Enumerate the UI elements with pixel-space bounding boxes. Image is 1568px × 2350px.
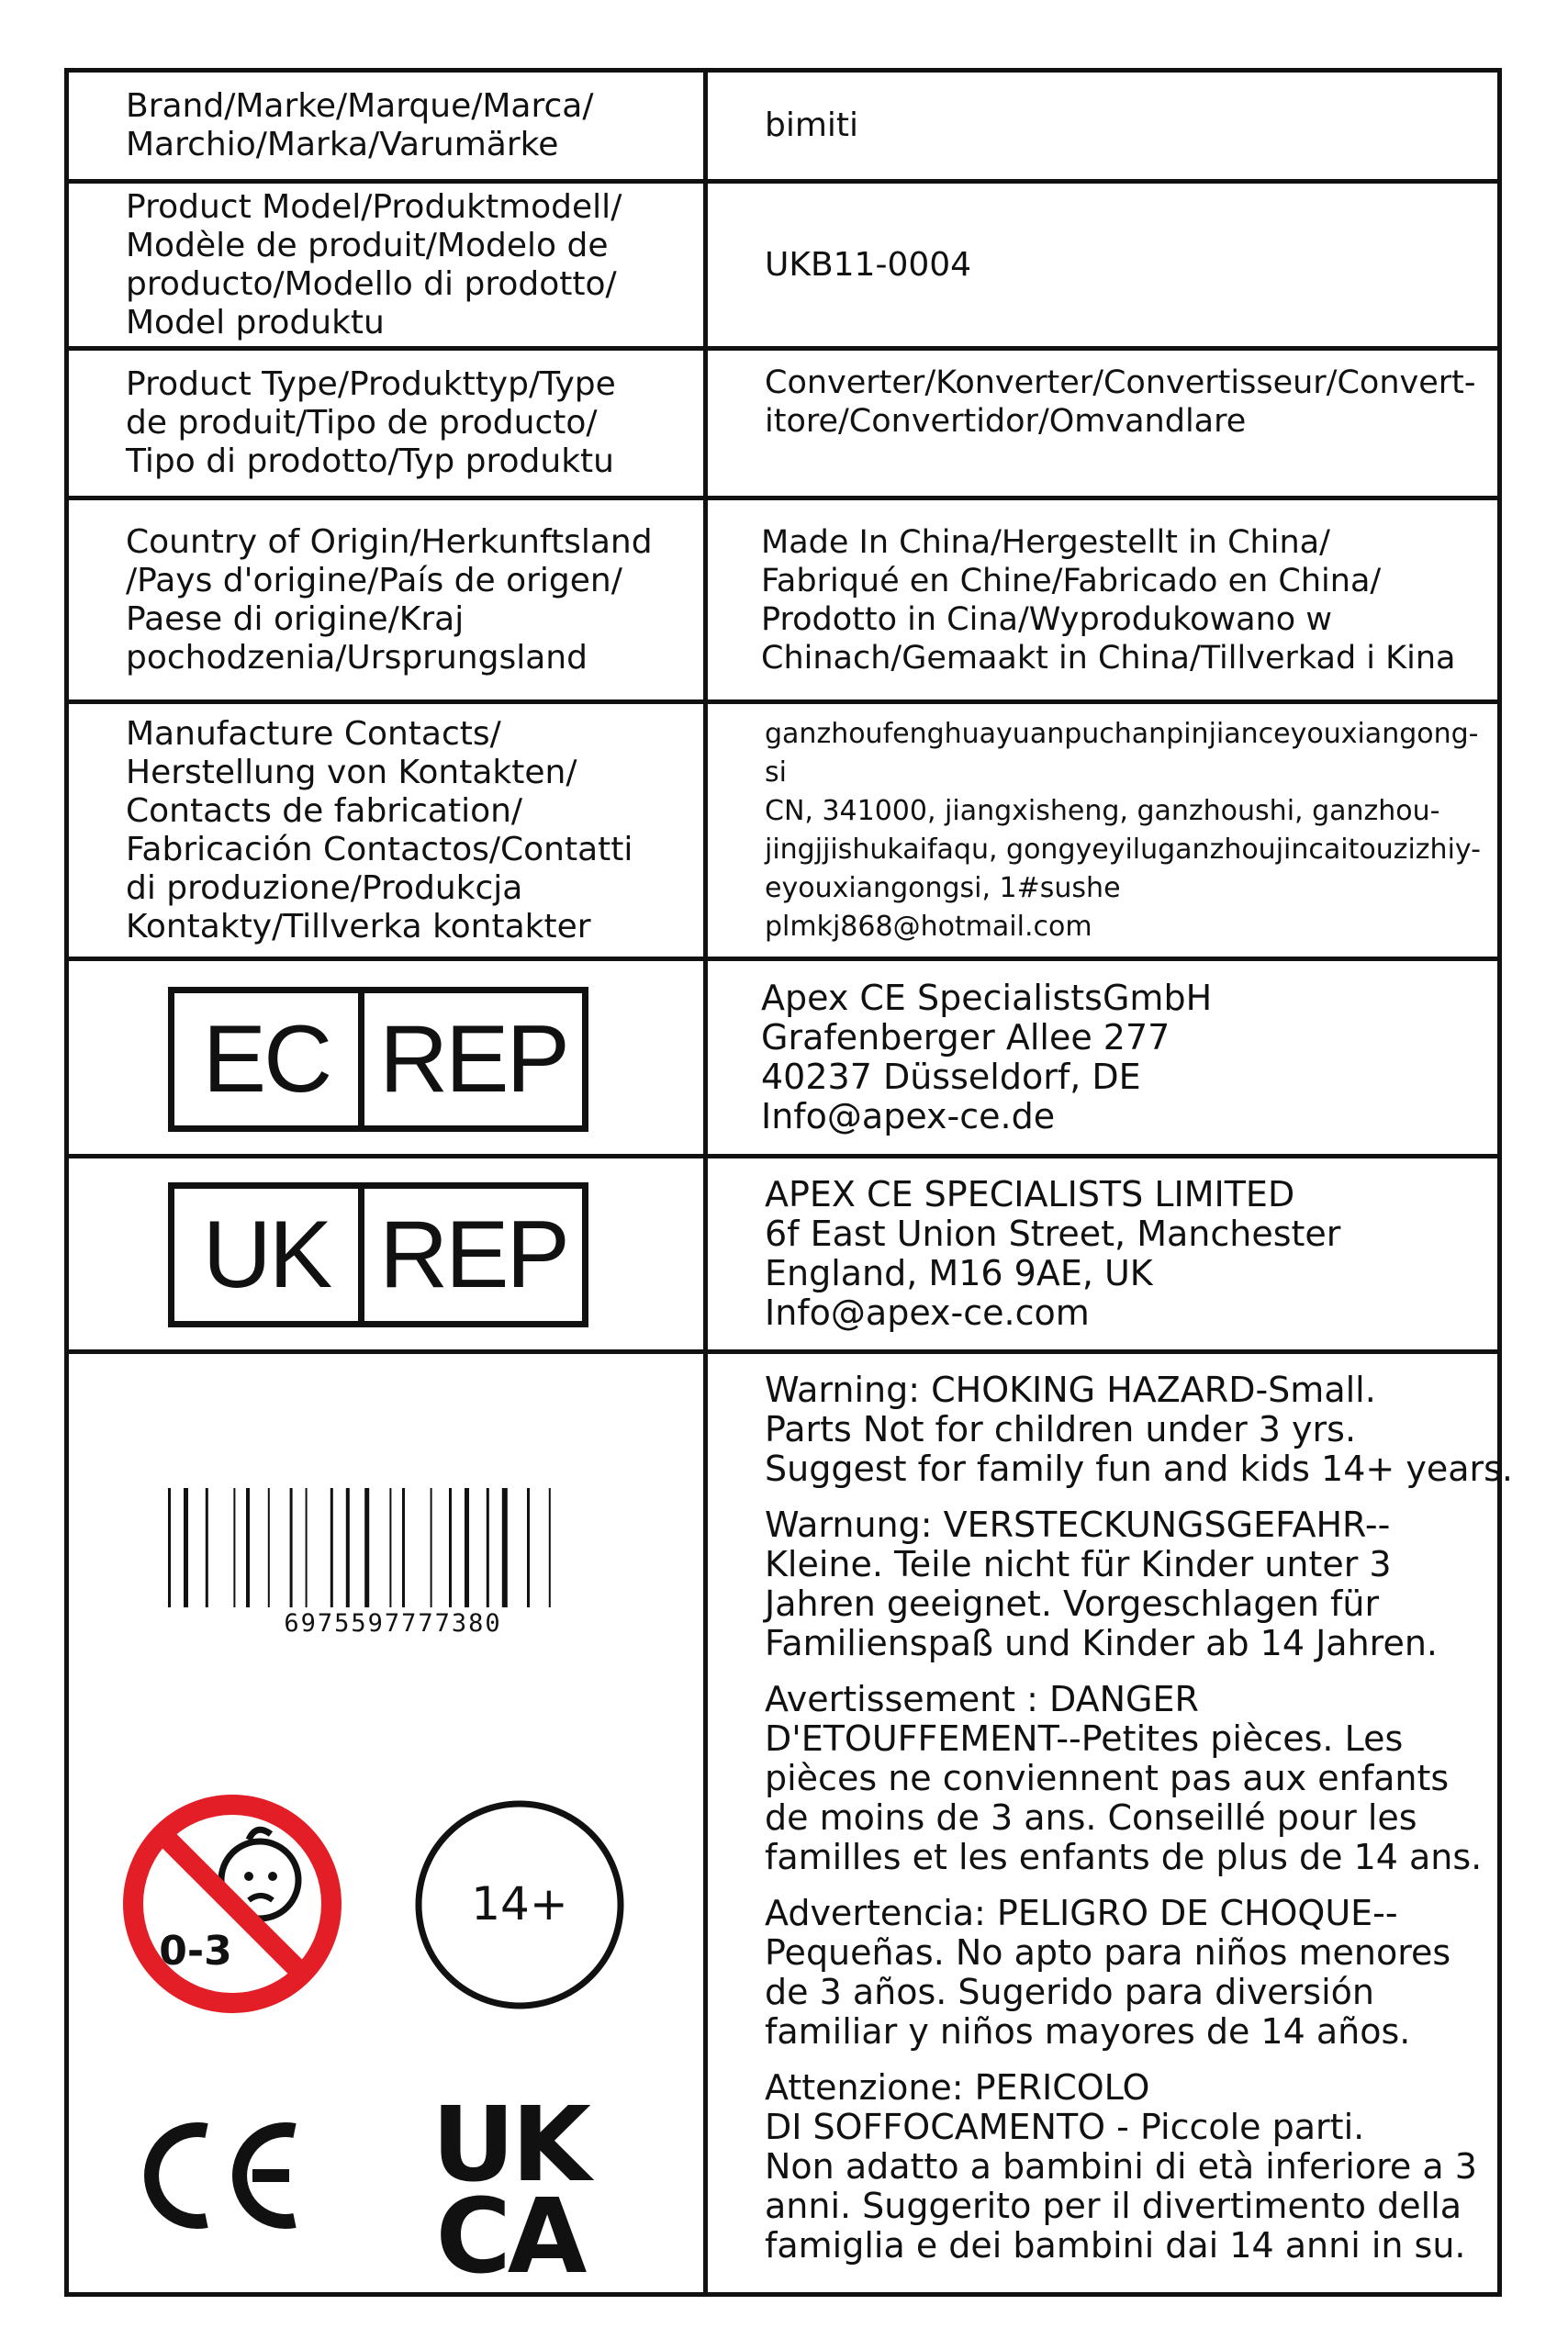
text-line: 40237 Düsseldorf, DE	[761, 1057, 1141, 1097]
barcode-bar	[389, 1488, 391, 1607]
text-line: Marchio/Marka/Varumärke	[126, 126, 559, 163]
ec-rep-symbol	[168, 987, 588, 1132]
type-label	[69, 351, 703, 496]
text-line: Attenzione: PERICOLO	[765, 2067, 1150, 2108]
text-line: APEX CE SPECIALISTS LIMITED	[765, 1174, 1295, 1214]
text-line: Info@apex-ce.de	[761, 1096, 1056, 1136]
text-line: Familienspaß und Kinder ab 14 Jahren.	[765, 1623, 1438, 1663]
barcode-bar	[502, 1488, 508, 1607]
age-icon-label: 0-3	[159, 1928, 232, 1975]
barcode	[168, 1488, 618, 1607]
text-line: Parts Not for children under 3 yrs.	[765, 1409, 1357, 1449]
text-line: /Pays d'origine/País de origen/	[126, 561, 622, 599]
ec-rep-address	[708, 961, 1497, 1154]
text-line: Chinach/Gemaakt in China/Tillverkad i Kina	[761, 639, 1456, 677]
barcode-bar	[268, 1488, 270, 1607]
ukca-bottom: CA	[435, 2177, 584, 2297]
text-line: Prodotto in Cina/Wyprodukowano w	[761, 600, 1332, 638]
text-line: itore/Convertidor/Omvandlare	[765, 403, 1247, 440]
text-line: 6f East Union Street, Manchester	[765, 1214, 1341, 1254]
barcode-bar	[449, 1488, 452, 1607]
row-uk-rep	[69, 1158, 1497, 1354]
ukca-top: UK	[431, 2086, 588, 2205]
uk-rep-symbol	[168, 1182, 588, 1327]
text-line: Jahren geeignet. Vorgeschlagen für	[765, 1583, 1380, 1624]
text-line: Warning: CHOKING HAZARD-Small.	[765, 1370, 1376, 1410]
model-value	[708, 184, 1497, 346]
text-line: Model produktu	[126, 303, 385, 341]
ec-rep-symbol-left: EC	[174, 993, 364, 1125]
text-line: producto/Modello di prodotto/	[126, 264, 617, 303]
text-line: Avertissement : DANGER	[765, 1679, 1199, 1719]
barcode-bar	[206, 1488, 208, 1607]
text-line: Brand/Marke/Marque/Marca/	[126, 87, 594, 125]
text-line: eyouxiangongsi, 1#sushe	[765, 871, 1121, 904]
uk-rep-address	[708, 1158, 1497, 1349]
text-line: Tipo di prodotto/Typ produktu	[126, 442, 614, 480]
uk-rep-symbol-left: UK	[174, 1189, 364, 1321]
origin-value	[708, 500, 1497, 699]
manufacturer-label	[69, 704, 703, 957]
text-line: pochodzenia/Ursprungsland	[126, 638, 588, 677]
barcode-bar	[402, 1488, 405, 1607]
text-line: Product Model/Produktmodell/	[126, 187, 622, 226]
age-14-plus-icon	[411, 1796, 628, 2013]
text-line: Country of Origin/Herkunftsland	[126, 522, 653, 561]
text-line: Fabriqué en Chine/Fabricado en China/	[761, 562, 1382, 599]
row-model	[69, 184, 1497, 351]
text-line: si	[765, 755, 787, 789]
text-line: Apex CE SpecialistsGmbH	[761, 978, 1213, 1018]
barcode-bar	[306, 1488, 308, 1607]
no-children-under-3-icon	[120, 1792, 344, 2016]
text-line: Herstellung von Kontakten/	[126, 753, 577, 791]
barcode-bar	[168, 1488, 171, 1607]
text-line: di produzione/Produkcja	[126, 868, 523, 907]
text-line: plmkj868@hotmail.com	[765, 910, 1092, 943]
text-line: Manufacture Contacts/	[126, 714, 501, 753]
text-line: UKB11-0004	[765, 245, 972, 284]
barcode-bar	[364, 1488, 369, 1607]
product-label-table	[64, 68, 1513, 2297]
warning-it	[765, 2068, 1479, 2266]
brand-label	[69, 73, 703, 179]
ce-mark-icon	[139, 2118, 313, 2233]
text-line: Advertencia: PELIGRO DE CHOQUE--	[765, 1893, 1398, 1933]
row-warnings	[69, 1354, 1513, 2297]
text-line: de produit/Tipo de producto/	[126, 404, 598, 442]
barcode-bar	[527, 1488, 530, 1607]
text-line: pièces ne conviennent pas aux enfants	[765, 1758, 1450, 1798]
text-line: Fabricación Contactos/Contatti	[126, 830, 633, 868]
text-line: de 3 años. Sugerido para diversión	[765, 1972, 1374, 2012]
text-line: DI SOFFOCAMENTO - Piccole parti.	[765, 2107, 1365, 2147]
text-line: Kleine. Teile nicht für Kinder unter 3	[765, 1544, 1392, 1584]
text-line: Suggest for family fun and kids 14+ years.	[765, 1449, 1513, 1489]
text-line: Contacts de fabrication/	[126, 791, 523, 830]
text-line: ganzhoufenghuayuanpuchanpinjianceyouxiangong-	[765, 717, 1479, 750]
text-line: CN, 341000, jiangxisheng, ganzhoushi, ganzhou-	[765, 794, 1440, 827]
text-line: Modèle de produit/Modelo de	[126, 226, 609, 264]
row-type	[69, 351, 1497, 500]
barcode-bar	[233, 1488, 235, 1607]
barcode-bar	[346, 1488, 350, 1607]
warning-es	[765, 1894, 1479, 2052]
text-line: Kontakty/Tillverka kontakter	[126, 907, 591, 946]
brand-value	[708, 73, 1497, 179]
row-manufacturer	[69, 704, 1497, 961]
text-line: Paese di origine/Kraj	[126, 599, 465, 638]
uk-rep-symbol-right: REP	[379, 1201, 567, 1308]
row-ec-rep	[69, 961, 1497, 1158]
barcode-bar	[330, 1488, 333, 1607]
text-line: Made In China/Hergestellt in China/	[761, 523, 1330, 561]
age-14-plus-label: 14+	[471, 1877, 568, 1930]
warnings-cell	[708, 1354, 1513, 2292]
barcode-bar	[246, 1488, 250, 1607]
text-line: Info@apex-ce.com	[765, 1292, 1090, 1333]
barcode-bar	[487, 1488, 489, 1607]
text-line: famiglia e dei bambini dai 14 anni in su.	[765, 2225, 1466, 2266]
text-line: Non adatto a bambini di età inferiore a 3	[765, 2146, 1477, 2187]
text-line: England, M16 9AE, UK	[765, 1253, 1153, 1293]
text-line: bimiti	[765, 106, 859, 144]
barcode-bar	[184, 1488, 188, 1607]
text-line: Product Type/Produkttyp/Type	[126, 365, 616, 403]
text-line: Pequeñas. No apto para niños menores	[765, 1932, 1451, 1973]
text-line: familiar y niños mayores de 14 años.	[765, 2011, 1411, 2052]
text-line: anni. Suggerito per il divertimento della	[765, 2186, 1462, 2226]
text-line: de moins de 3 ans. Conseillé pour les	[765, 1797, 1417, 1838]
text-line: Converter/Konverter/Convertisseur/Convert-	[765, 364, 1476, 401]
ukca-mark-icon	[418, 2086, 601, 2297]
row-brand	[69, 73, 1497, 184]
barcode-bar	[431, 1488, 432, 1607]
symbols-cell	[69, 1354, 703, 2297]
warning-en	[765, 1370, 1513, 1489]
warning-fr	[765, 1679, 1483, 1877]
barcode-bar	[465, 1488, 469, 1607]
text-line: D'ETOUFFEMENT--Petites pièces. Les	[765, 1718, 1404, 1759]
text-line: familles et les enfants de plus de 14 ans.	[765, 1837, 1483, 1877]
text-line: Grafenberger Allee 277	[761, 1017, 1170, 1058]
manufacturer-value	[708, 704, 1497, 957]
barcode-bar	[549, 1488, 551, 1607]
ec-rep-symbol-right: REP	[379, 1005, 567, 1113]
row-origin	[69, 500, 1497, 704]
barcode-number: 6975597777380	[284, 1609, 502, 1638]
text-line: jingjjishukaifaqu, gongyeyiluganzhoujincaitouzizhiy-	[765, 833, 1481, 866]
warning-de	[765, 1505, 1479, 1663]
type-value	[708, 351, 1497, 496]
model-label	[69, 184, 703, 346]
text-line: Warnung: VERSTECKUNGSGEFAHR--	[765, 1505, 1391, 1545]
origin-label	[69, 500, 703, 699]
barcode-bar	[290, 1488, 293, 1607]
